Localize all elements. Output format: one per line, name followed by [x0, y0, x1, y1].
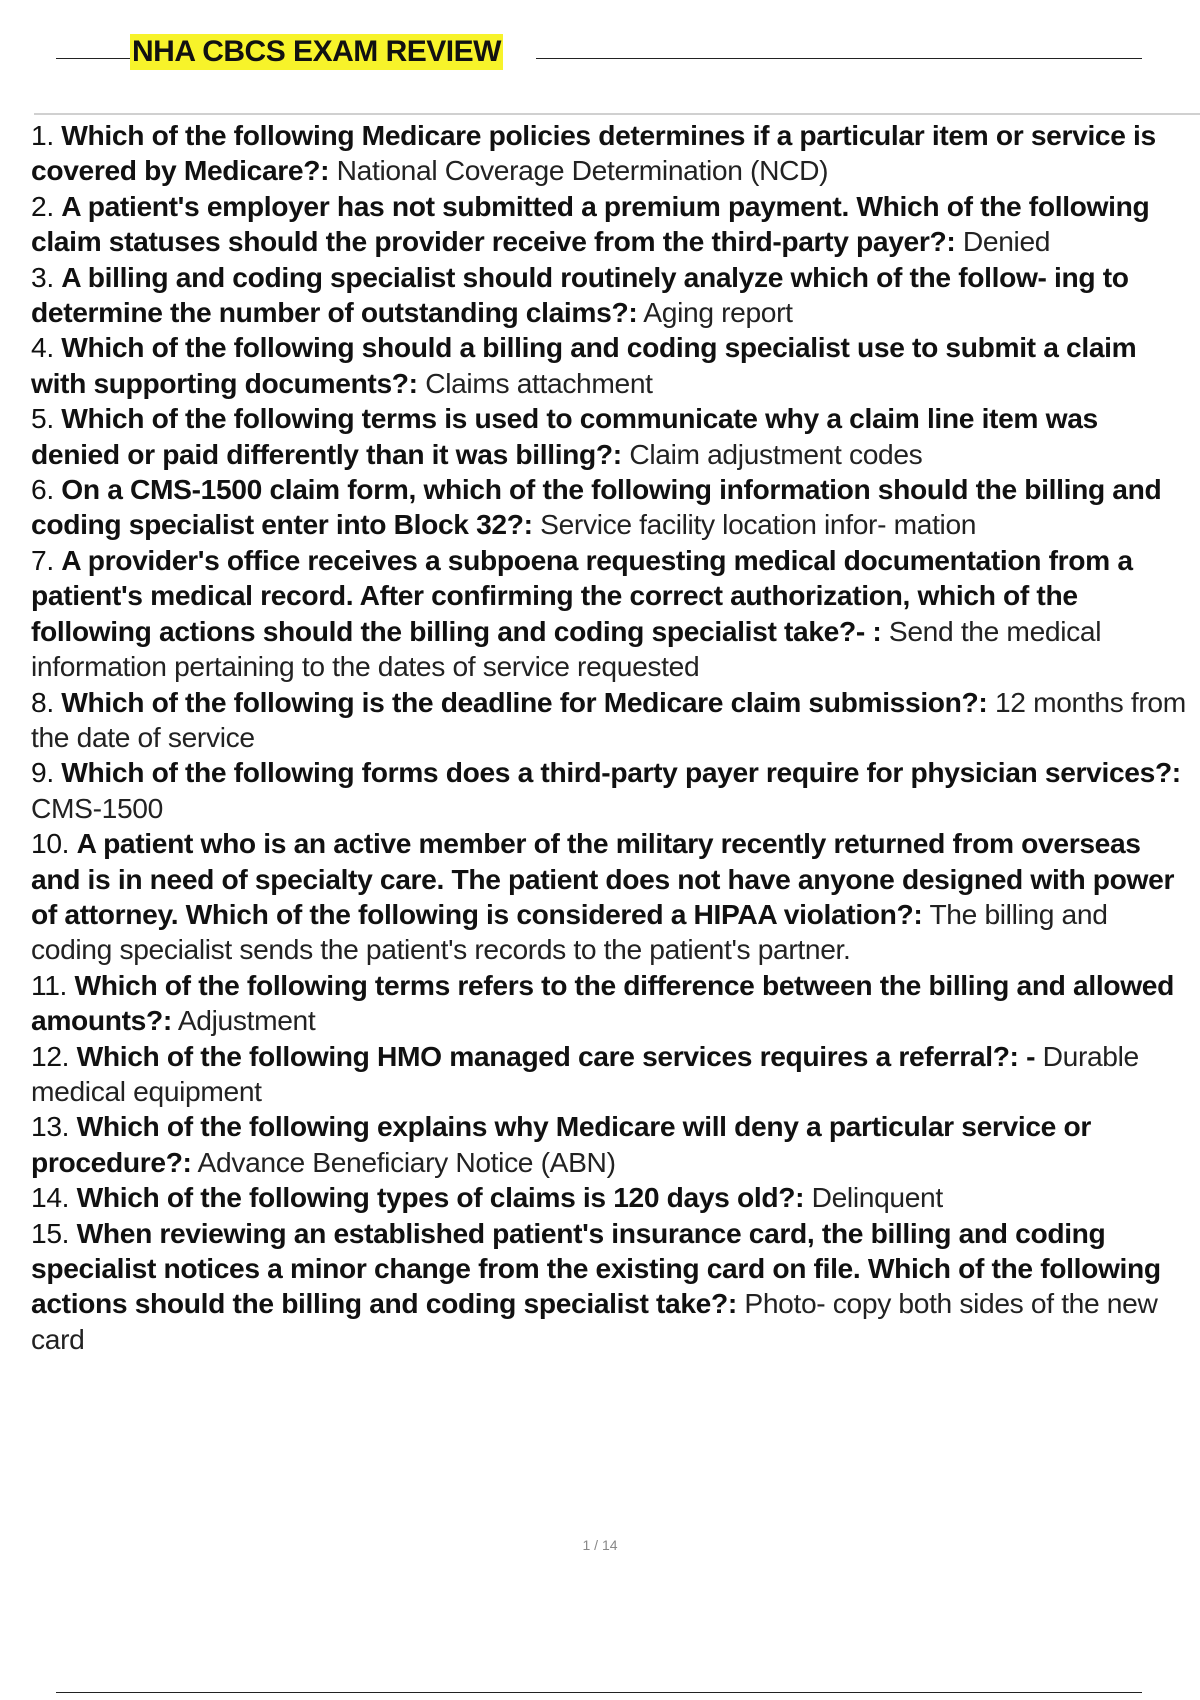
- answer-text: Denied: [962, 225, 1051, 258]
- question-number: 12.: [31, 1039, 70, 1072]
- question-number: 9.: [31, 756, 54, 789]
- question-text: On a CMS-1500 claim form, which of the following information should the billing and coding specialist enter into Block 32?:: [31, 473, 1162, 541]
- question-text: Which of the following terms is used to communicate why a claim line item was denied or paid differently than it was billing?:: [31, 402, 1098, 470]
- question-number: 15.: [31, 1216, 70, 1249]
- question-list: [31, 118, 1194, 1357]
- answer-text: Photo- copy both sides of the new card: [31, 1287, 1158, 1355]
- page-header: [56, 32, 1142, 72]
- answer-text: Claims attachment: [425, 366, 653, 399]
- question-item: [31, 330, 1194, 401]
- question-text: Which of the following terms refers to the difference between the billing and allowed amounts?:: [31, 968, 1174, 1037]
- answer-text: The billing and coding specialist sends the patient's records to the patient's partner.: [31, 897, 1108, 966]
- question-number: 5.: [31, 402, 54, 435]
- question-number: 4.: [31, 331, 54, 364]
- question-item: [31, 1039, 1194, 1110]
- question-number: 13.: [31, 1110, 70, 1143]
- question-text: A patient who is an active member of the military recently returned from overseas and is in need of specialty care. The patient does not have anyone designed with power of attorney. Which of the following is considered a HIPAA violation?:: [31, 827, 1175, 930]
- question-text: Which of the following HMO managed care services requires a referral?: -: [76, 1039, 1036, 1072]
- question-text: A provider's office receives a subpoena requesting medical documentation from a patient's medical record. After confirming the correct authorization, which of the following actions should the billing and coding specialist take?- :: [31, 543, 1133, 647]
- answer-text: Advance Beneficiary Notice (ABN): [197, 1145, 616, 1178]
- header-rule-right: [536, 58, 1142, 59]
- document-title: NHA CBCS EXAM REVIEW: [132, 35, 501, 68]
- question-number: 6.: [31, 473, 54, 506]
- question-item: [31, 968, 1194, 1039]
- question-number: 2.: [31, 189, 54, 222]
- question-text: Which of the following is the deadline for Medicare claim submission?:: [61, 685, 988, 718]
- question-item: [31, 1216, 1194, 1358]
- question-item: [31, 1109, 1194, 1180]
- question-item: [31, 543, 1194, 685]
- question-text: A billing and coding specialist should routinely analyze which of the follow- ing to determine the number of outstanding claims?:: [31, 260, 1129, 329]
- header-rule-left: [56, 58, 130, 59]
- answer-text: Aging report: [643, 296, 793, 329]
- question-item: [31, 472, 1194, 543]
- answer-text: Durable medical equipment: [31, 1039, 1139, 1107]
- question-number: 14.: [31, 1181, 70, 1214]
- question-text: When reviewing an established patient's insurance card, the billing and coding specialist notices a minor change from the existing card on file. Which of the following actions should the billing and coding specialist take?:: [31, 1216, 1161, 1320]
- question-text: Which of the following forms does a third-party payer require for physician services?:: [61, 756, 1181, 789]
- header-divider: [34, 113, 1200, 115]
- answer-text: Delinquent: [811, 1181, 943, 1214]
- question-number: 1.: [31, 119, 54, 151]
- question-number: 10.: [31, 827, 70, 860]
- question-number: 3.: [31, 260, 54, 293]
- question-item: [31, 755, 1194, 826]
- question-item: [31, 685, 1194, 756]
- question-number: 7.: [31, 543, 54, 576]
- question-text: Which of the following explains why Medicare will deny a particular service or procedure?:: [31, 1110, 1091, 1178]
- question-item: [31, 826, 1194, 968]
- answer-text: National Coverage Determination (NCD): [336, 154, 829, 187]
- question-text: A patient's employer has not submitted a premium payment. Which of the following claim statuses should the provider receive from the third-party payer?:: [31, 189, 1150, 258]
- answer-text: Adjustment: [177, 1004, 316, 1037]
- answer-text: 12 months from the date of service: [31, 685, 1186, 753]
- question-text: Which of the following should a billing and coding specialist use to submit a claim with supporting documents?:: [31, 331, 1137, 399]
- question-item: [31, 118, 1194, 189]
- question-number: 11.: [31, 968, 68, 1001]
- footer-rule: [56, 1692, 1142, 1693]
- question-number: 8.: [31, 685, 54, 718]
- answer-text: Service facility location infor- mation: [540, 508, 977, 541]
- page-number: 1 / 14: [582, 1537, 618, 1553]
- answer-text: Send the medical information pertaining to the dates of service requested: [31, 614, 1102, 683]
- answer-text: CMS-1500: [31, 791, 163, 824]
- question-item: [31, 1180, 1194, 1215]
- question-text: Which of the following types of claims is 120 days old?:: [76, 1181, 805, 1214]
- question-text: Which of the following Medicare policies determines if a particular item or service is covered by Medicare?:: [31, 119, 1156, 187]
- answer-text: Claim adjustment codes: [629, 437, 923, 470]
- question-item: [31, 189, 1194, 260]
- question-item: [31, 260, 1194, 331]
- question-item: [31, 401, 1194, 472]
